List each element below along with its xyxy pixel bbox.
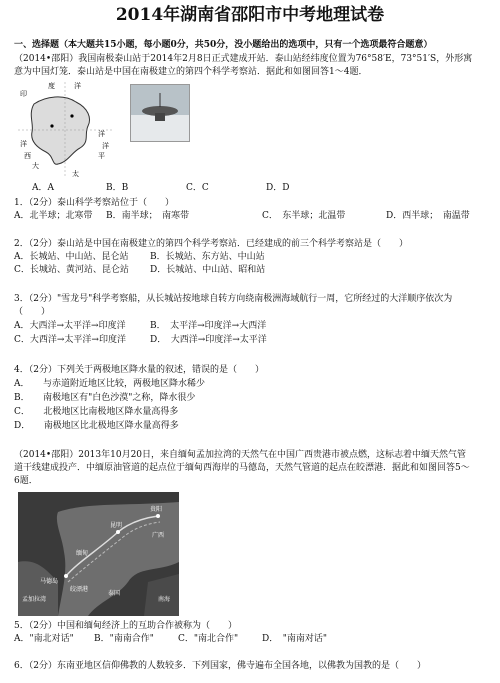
question-2: 2．（2分）泰山站是中国在南极建立的第四个科学考察站．已经建成的前三个科学考察站是（ ） [14, 239, 408, 249]
image-option-b[interactable]: B．B [106, 183, 129, 193]
q2-option-a[interactable]: A．长城站、中山站、昆仑站 [14, 252, 129, 262]
map-label: 大 [32, 162, 39, 170]
section-heading: 一、选择题（本大题共15小题，每小题0分，共50分，没小题给出的选项中，只有一个选项最符合题意） [14, 40, 433, 50]
q5-option-a[interactable]: A．"南北对话" [14, 634, 74, 644]
image-option-c[interactable]: C．C [186, 183, 209, 193]
intro-line-1: （2014•邵阳）我国南极泰山站于2014年2月8日正式建成开站．泰山站经纬度位置为76°58′E，73°51′S，外形寓 [14, 54, 473, 64]
intro-line-2: 意为中国灯笼．泰山站是中国在南极建立的第四个科学考察站．据此和如图回答1～4题． [14, 67, 368, 77]
q4-option-c[interactable]: C． 北极地区比南极地区降水量高得多 [14, 407, 179, 417]
q3-option-b[interactable]: B． 太平洋→印度洋→大西洋 [150, 321, 267, 331]
map-label: 洋 [20, 140, 27, 148]
q3-option-d[interactable]: D． 大西洋→印度洋→太平洋 [150, 335, 267, 345]
question-4: 4．（2分）下列关于两极地区降水量的叙述，错误的是（ ） [14, 365, 264, 375]
q1-option-c[interactable]: C． 东半球；北温带 [262, 211, 346, 221]
image-option-a[interactable]: A．A [32, 183, 54, 193]
q1-option-a[interactable]: A．北半球；北寒带 [14, 211, 93, 221]
question-3-paren: （ ） [14, 307, 51, 317]
q5-option-d[interactable]: D． "南南对话" [262, 634, 327, 644]
question-6: 6．（2分）东南亚地区信仰佛教的人数较多．下列国家，佛寺遍布全国各地，以佛教为国教的是（ ） [14, 661, 426, 671]
q2-option-d[interactable]: D．长城站、中山站、昭和站 [150, 265, 266, 275]
q1-option-d[interactable]: D．西半球； 南温带 [386, 211, 470, 221]
q5-option-c[interactable]: C．"南北合作" [178, 634, 239, 644]
map2-label: 孟加拉湾 [22, 596, 47, 603]
pipeline-map [18, 492, 179, 616]
map-label: 太 [72, 170, 79, 178]
map-label: 西 [24, 152, 31, 160]
map2-label: 南海 [158, 596, 171, 603]
map2-label: 泰国 [108, 590, 121, 597]
q4-option-b[interactable]: B． 南极地区有"白色沙漠"之称，降水很少 [14, 393, 196, 403]
q3-option-c[interactable]: C．大西洋→太平洋→印度洋 [14, 335, 126, 345]
map2-label: 皎漂港 [70, 586, 89, 593]
map2-label: 缅甸 [76, 550, 89, 557]
map2-label: 贵阳 [150, 506, 163, 513]
q3-option-a[interactable]: A．大西洋→太平洋→印度洋 [14, 321, 126, 331]
question-5: 5．（2分）中国和缅甸经济上的互助合作被称为（ ） [14, 621, 237, 631]
map2-label: 昆明 [110, 522, 123, 529]
map2-label: 广西 [152, 532, 165, 539]
map2-label: 马德岛 [40, 578, 59, 585]
image-option-d[interactable]: D．D [266, 183, 290, 193]
station-photo [130, 84, 190, 142]
question-3: 3．（2分）"雪龙号"科学考察船，从长城站按地球自转方向绕南极洲海域航行一周，它所经过的大洋顺序依次为 [14, 294, 453, 304]
q4-option-a[interactable]: A． 与赤道附近地区比较，两极地区降水稀少 [14, 379, 206, 389]
intro-line-5: 6题． [14, 476, 38, 486]
map-label: 洋 [98, 130, 105, 138]
map-label: 平 [98, 152, 105, 160]
map-label: 洋 [102, 142, 109, 150]
antarctica-map [18, 82, 112, 178]
q5-option-b[interactable]: B．"南南合作" [94, 634, 154, 644]
intro-line-4: 道干线建成投产．中缅原油管道的起点位于缅甸西海岸的马德岛，天然气管道的起点在皎漂港．据此和如图回答5～ [14, 463, 470, 473]
q2-option-b[interactable]: B．长城站、东方站、中山站 [150, 252, 265, 262]
q1-option-b[interactable]: B．南半球； 南寒带 [106, 211, 190, 221]
q4-option-d[interactable]: D． 南极地区比北极地区降水量高得多 [14, 421, 179, 431]
q2-option-c[interactable]: C．长城站、黄河站、昆仑站 [14, 265, 129, 275]
map-label: 印 [20, 90, 27, 98]
intro-line-3: （2014•邵阳）2013年10月20日，来自缅甸孟加拉湾的天然气在中国广西贵港市被点燃，这标志着中缅天然气管 [14, 450, 467, 460]
map-label: 洋 [74, 82, 81, 90]
page-title: 2014年湖南省邵阳市中考地理试卷 [115, 5, 385, 25]
question-1: 1．（2分）泰山科学考察站位于（ ） [14, 198, 174, 208]
map-label: 度 [48, 82, 55, 90]
